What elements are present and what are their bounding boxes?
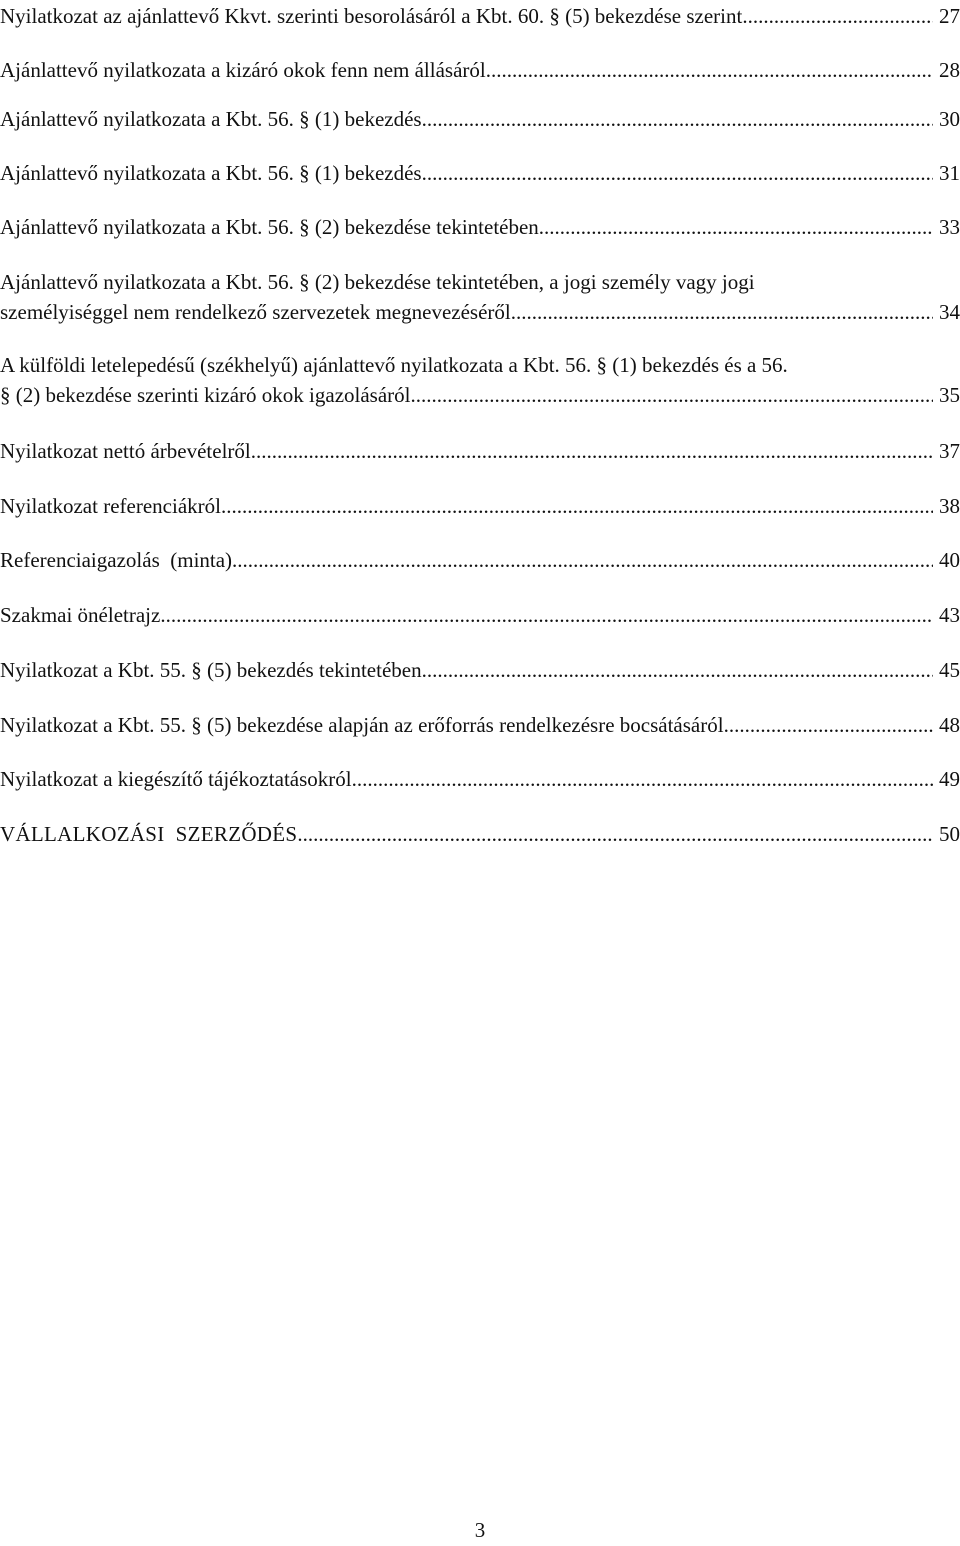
toc-entry-page: 40	[939, 548, 960, 572]
dot-leader	[422, 656, 933, 684]
page-number: 3	[474, 1518, 486, 1542]
toc-entry-title: Ajánlattevő nyilatkozata a kizáró okok fenn nem állásáról	[0, 58, 486, 82]
toc-entry-title: Ajánlattevő nyilatkozata a Kbt. 56. § (1) bekezdés	[0, 161, 422, 185]
toc-entry[interactable]	[0, 437, 960, 465]
toc-entry[interactable]	[0, 656, 960, 684]
toc-entry-title-line-2: személyiséggel nem rendelkező szervezetek megnevezéséről	[0, 300, 511, 324]
toc-entry[interactable]	[0, 765, 960, 793]
toc-entry[interactable]	[0, 159, 960, 187]
toc-row	[0, 656, 960, 684]
toc-row	[0, 56, 960, 84]
dot-leader	[160, 601, 933, 629]
toc-entry[interactable]	[0, 105, 960, 133]
dot-leader	[742, 2, 933, 30]
toc-entry-title: Nyilatkozat az ajánlattevő Kkvt. szerinti besorolásáról a Kbt. 60. § (5) bekezdése szerint	[0, 4, 743, 28]
dot-leader	[486, 56, 933, 84]
toc-row	[0, 711, 960, 739]
toc-entry-page: 45	[939, 658, 960, 682]
toc-entry-title: VÁLLALKOZÁSI SZERZŐDÉS	[0, 822, 298, 846]
toc-row	[0, 351, 960, 379]
dot-leader	[232, 546, 933, 574]
toc-entry[interactable]	[0, 213, 960, 241]
toc-entry[interactable]	[0, 711, 960, 739]
toc-entry[interactable]	[0, 351, 960, 409]
toc-row	[0, 2, 960, 30]
toc-entry-page: 33	[939, 215, 960, 239]
dot-leader	[352, 765, 933, 793]
dot-leader	[297, 820, 933, 848]
toc-entry[interactable]	[0, 601, 960, 629]
toc-entry-page: 34	[939, 300, 960, 324]
toc-entry-page: 35	[939, 383, 960, 407]
toc-row	[0, 298, 960, 326]
toc-entry-title-line-1: Ajánlattevő nyilatkozata a Kbt. 56. § (2) bekezdése tekintetében, a jogi személy vagy jogi	[0, 270, 755, 294]
toc-entry-page: 30	[939, 107, 960, 131]
toc-entry[interactable]	[0, 56, 960, 84]
toc-entry-title: Nyilatkozat a kiegészítő tájékoztatásokról	[0, 767, 352, 791]
toc-row	[0, 437, 960, 465]
toc-entry-page: 28	[939, 58, 960, 82]
toc-entry[interactable]	[0, 268, 960, 326]
toc-row	[0, 213, 960, 241]
toc-row	[0, 268, 960, 296]
toc-entry-title-line-2: § (2) bekezdése szerinti kizáró okok igazolásáról	[0, 383, 411, 407]
toc-entry-page: 48	[939, 713, 960, 737]
toc-entry-title: Nyilatkozat nettó árbevételről	[0, 439, 251, 463]
toc-row	[0, 159, 960, 187]
toc-entry-title: Nyilatkozat referenciákról	[0, 494, 221, 518]
dot-leader	[511, 298, 933, 326]
toc-entry-title: Nyilatkozat a Kbt. 55. § (5) bekezdés tekintetében	[0, 658, 422, 682]
toc-entry-title: Szakmai önéletrajz	[0, 603, 161, 627]
toc-row	[0, 765, 960, 793]
toc-entry-page: 38	[939, 494, 960, 518]
dot-leader	[422, 105, 933, 133]
toc-entry-title-line-1: A külföldi letelepedésű (székhelyű) ajánlattevő nyilatkozata a Kbt. 56. § (1) bekezdés és a 56.	[0, 353, 788, 377]
toc-entry[interactable]	[0, 820, 960, 848]
toc-entry-title: Ajánlattevő nyilatkozata a Kbt. 56. § (2) bekezdése tekintetében	[0, 215, 539, 239]
dot-leader	[411, 381, 934, 409]
toc-entry-title: Ajánlattevő nyilatkozata a Kbt. 56. § (1) bekezdés	[0, 107, 422, 131]
toc-entry-page: 37	[939, 439, 960, 463]
dot-leader	[221, 492, 933, 520]
toc-entry[interactable]	[0, 546, 960, 574]
toc-row	[0, 381, 960, 409]
dot-leader	[251, 437, 933, 465]
toc-entry-page: 31	[939, 161, 960, 185]
toc-entry-page: 43	[939, 603, 960, 627]
toc-entry[interactable]	[0, 492, 960, 520]
toc-row	[0, 105, 960, 133]
dot-leader	[724, 711, 933, 739]
toc-row	[0, 601, 960, 629]
toc-entry-title: Nyilatkozat a Kbt. 55. § (5) bekezdése alapján az erőforrás rendelkezésre bocsátásáról	[0, 713, 724, 737]
toc-entry[interactable]	[0, 2, 960, 30]
toc-entry-page: 27	[939, 4, 960, 28]
toc-entry-title: Referenciaigazolás (minta)	[0, 548, 233, 572]
toc-row	[0, 492, 960, 520]
toc-row	[0, 546, 960, 574]
toc-entry-page: 50	[939, 822, 960, 846]
dot-leader	[422, 159, 933, 187]
toc-row	[0, 820, 960, 848]
dot-leader	[539, 213, 933, 241]
toc-entry-page: 49	[939, 767, 960, 791]
